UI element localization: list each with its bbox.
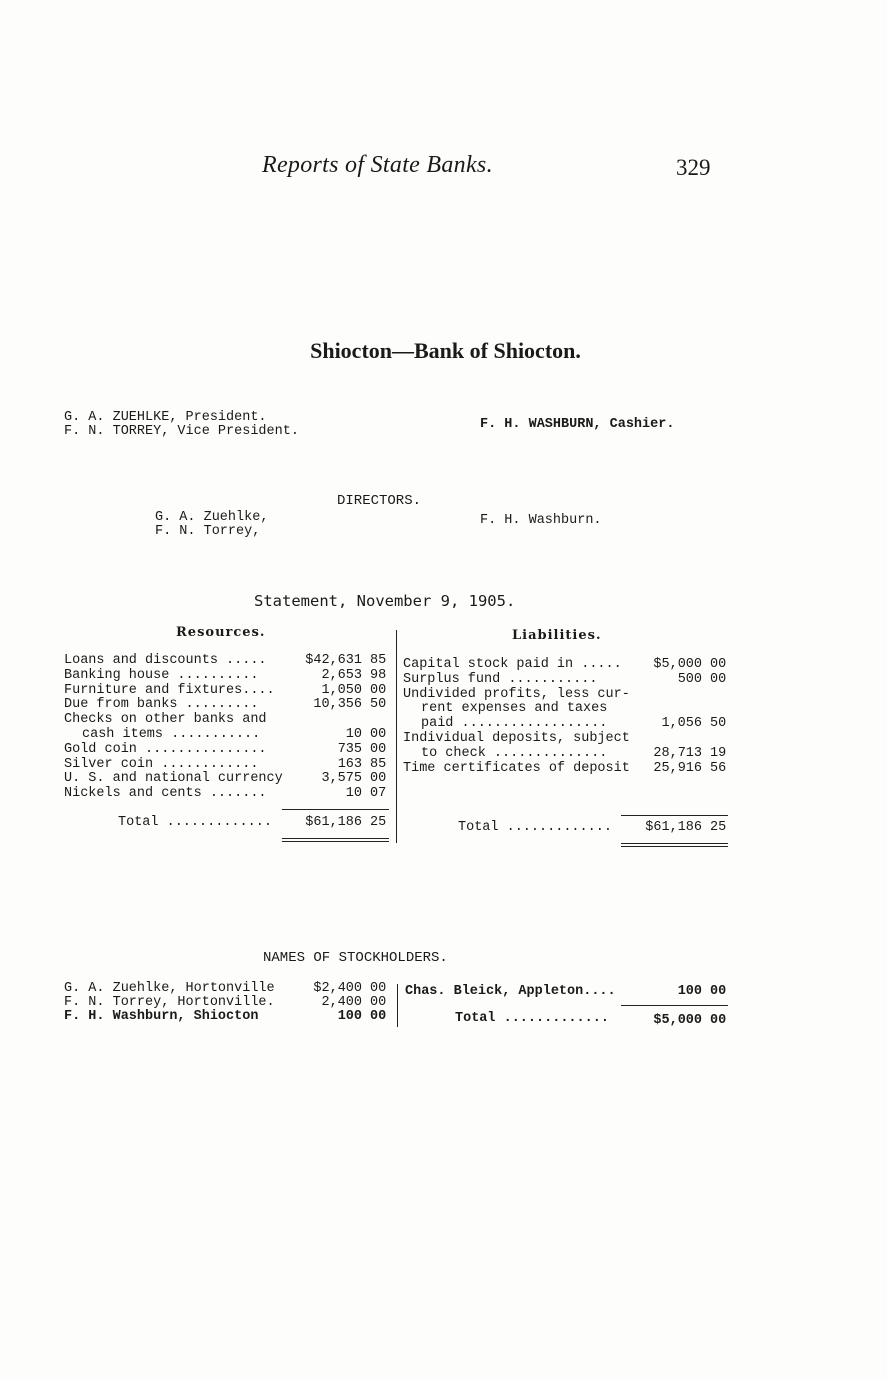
liability-dollars: 1,056 xyxy=(661,716,702,732)
stockholder-dollars: 2,400 xyxy=(321,995,362,1010)
resource-cents: 00 xyxy=(370,682,387,698)
liability-dollars: $5,000 xyxy=(653,657,702,672)
resource-cents: 00 xyxy=(370,727,387,742)
liability-cents: 19 xyxy=(710,745,727,761)
bank-title-text: Shiocton—Bank of Shiocton. xyxy=(310,338,581,363)
liability-label: Individual deposits, subject xyxy=(403,731,630,746)
page-number: 329 xyxy=(676,155,711,180)
liability-label: Time certificates of deposit xyxy=(403,760,630,776)
resource-dollars: 2,653 xyxy=(321,667,362,683)
directors-heading: DIRECTORS. xyxy=(337,493,422,509)
vice-president-line: F. N. TORREY, Vice President. xyxy=(64,424,299,439)
resource-dollars: 10 xyxy=(345,786,362,802)
resource-dollars: 735 xyxy=(337,741,362,757)
liability-dollars: 28,713 xyxy=(653,745,702,761)
stockholder-dollars: 100 xyxy=(337,1009,362,1024)
resource-label: Checks on other banks and xyxy=(64,712,267,728)
stockholder-dollars: $2,400 xyxy=(313,981,362,996)
resource-label: Silver coin ............ xyxy=(64,756,259,772)
stockholders-total-dollars: $5,000 xyxy=(653,1013,702,1028)
resources-total-dollars: $61,186 xyxy=(305,815,362,830)
resource-cents: 85 xyxy=(370,653,387,668)
resource-dollars: 3,575 xyxy=(321,771,362,787)
liabilities-total-label: Total ............. xyxy=(458,820,612,835)
resource-cents: 85 xyxy=(370,756,387,772)
stockholder-cents: 00 xyxy=(710,984,727,999)
resources-total-cents: 25 xyxy=(370,815,387,830)
resources-double-rule xyxy=(282,838,389,842)
resource-label: Gold coin ............... xyxy=(64,741,267,757)
column-divider xyxy=(396,630,397,843)
stockholder-name: G. A. Zuehlke, Hortonville xyxy=(64,981,275,996)
resource-label: Furniture and fixtures.... xyxy=(64,682,275,698)
resource-cents: 00 xyxy=(370,741,387,757)
stockholder-name: Chas. Bleick, Appleton.... xyxy=(405,984,616,999)
running-title: Reports of State Banks. xyxy=(262,152,493,178)
stockholder-name: F. H. Washburn, Shiocton xyxy=(64,1009,259,1024)
resource-label: U. S. and national currency xyxy=(64,771,283,787)
resource-label: Nickels and cents ....... xyxy=(64,786,267,802)
resource-dollars: 163 xyxy=(337,756,362,772)
liabilities-total-dollars: $61,186 xyxy=(645,820,702,835)
stockholders-total-rule xyxy=(621,1005,728,1006)
resource-label: Banking house .......... xyxy=(64,667,259,683)
resource-label: cash items ........... xyxy=(82,727,261,742)
liability-dollars: 500 xyxy=(677,671,702,687)
liability-cents: 56 xyxy=(710,760,727,776)
liabilities-heading: Liabilities. xyxy=(512,628,602,643)
resource-cents: 50 xyxy=(370,697,387,713)
stockholders-total-label: Total ............. xyxy=(455,1011,609,1026)
president-line: G. A. ZUEHLKE, President. xyxy=(64,410,267,425)
resource-dollars: 10,356 xyxy=(313,697,362,713)
liability-label: Undivided profits, less cur- xyxy=(403,686,630,702)
resources-heading: Resources. xyxy=(176,625,266,640)
bank-title xyxy=(0,338,887,364)
liability-label: Capital stock paid in ..... xyxy=(403,657,622,672)
resource-dollars: 10 xyxy=(345,727,362,742)
liability-dollars: 25,916 xyxy=(653,760,702,776)
resource-cents: 98 xyxy=(370,667,387,683)
stockholder-name: F. N. Torrey, Hortonville. xyxy=(64,995,275,1010)
resource-label: Due from banks ......... xyxy=(64,697,259,713)
stockholders-total-cents: 00 xyxy=(710,1013,727,1028)
resources-total-label: Total ............. xyxy=(118,815,272,830)
liabilities-double-rule xyxy=(621,843,728,847)
liabilities-total-rule xyxy=(621,815,728,816)
liability-label: Surplus fund ........... xyxy=(403,671,598,687)
liability-label: rent expenses and taxes xyxy=(421,701,608,717)
liability-cents: 00 xyxy=(710,671,727,687)
stockholder-cents: 00 xyxy=(370,1009,387,1024)
stockholder-cents: 00 xyxy=(370,995,387,1010)
liability-label: paid .................. xyxy=(421,716,608,732)
resource-dollars: 1,050 xyxy=(321,682,362,698)
liability-cents: 00 xyxy=(710,657,727,672)
liabilities-total-cents: 25 xyxy=(710,820,727,835)
stockholders-heading: NAMES OF STOCKHOLDERS. xyxy=(263,950,448,966)
stockholders-divider xyxy=(397,984,398,1027)
director-name: F. N. Torrey, xyxy=(155,524,261,539)
liability-label: to check .............. xyxy=(421,745,608,761)
director-name: F. H. Washburn. xyxy=(480,513,602,528)
resources-total-rule xyxy=(282,809,389,810)
resource-dollars: $42,631 xyxy=(305,653,362,668)
resource-cents: 07 xyxy=(370,786,387,802)
stockholder-dollars: 100 xyxy=(677,984,702,999)
cashier-line: F. H. WASHBURN, Cashier. xyxy=(480,417,675,432)
statement-title: Statement, November 9, 1905. xyxy=(254,592,516,610)
stockholder-cents: 00 xyxy=(370,981,387,996)
resource-label: Loans and discounts ..... xyxy=(64,653,267,668)
resource-cents: 00 xyxy=(370,771,387,787)
director-name: G. A. Zuehlke, xyxy=(155,510,269,525)
liability-cents: 50 xyxy=(710,716,727,732)
